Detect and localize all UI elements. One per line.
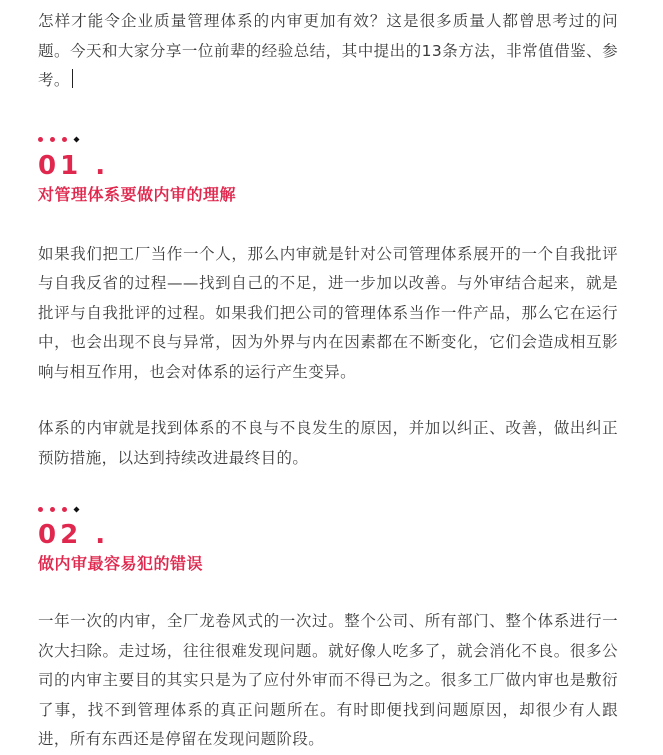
red-dot-icon [50, 507, 55, 512]
section-01 [38, 135, 618, 474]
intro-text: 怎样才能令企业质量管理体系的内审更加有效？这是很多质量人都曾思考过的问题。今天和大家分享一位前辈的经验总结，其中提出的13条方法，非常值借鉴、参考。 [38, 12, 618, 89]
text-cursor [72, 69, 73, 88]
section-02 [38, 504, 618, 755]
section-heading: 对管理体系要做内审的理解 [38, 184, 237, 204]
red-dot-icon [50, 137, 55, 142]
red-dot-icon [38, 507, 43, 512]
section-number: 01 . [38, 150, 110, 181]
intro-paragraph [38, 7, 618, 96]
black-diamond-icon [74, 507, 79, 512]
section-paragraph: 如果我们把工厂当作一个人，那么内审就是针对公司管理体系展开的一个自我批评与自我反省的过程——找到自己的不足，进一步加以改善。与外审结合起来，就是批评与自我批评的过程。如果我们把公司的管理体系当作一件产品，那么它在运行中，也会出现不良与异常，因为外界与内在因素都在不断变化，它们会造成相互影响与相互作用，也会对体系的运行产生变异。 [38, 244, 618, 381]
article [38, 0, 618, 755]
red-dot-icon [62, 507, 67, 512]
section-marker-icon [38, 135, 618, 145]
section-heading: 做内审最容易犯的错误 [38, 554, 204, 573]
section-number: 02 . [38, 520, 110, 550]
section-paragraph: 体系的内审就是找到体系的不良与不良发生的原因，并加以纠正、改善，做出纠正预防措施，以达到持续改进最终目的。 [38, 419, 618, 467]
red-dot-icon [62, 137, 67, 142]
black-diamond-icon [74, 137, 79, 142]
red-dot-icon [38, 137, 43, 142]
section-paragraph: 一年一次的内审，全厂龙卷风式的一次过。整个公司、所有部门、整个体系进行一次大扫除。走过场，往往很难发现问题。就好像人吃多了，就会消化不良。很多公司的内审主要目的其实只是为了应付外审而不得已为之。很多工厂做内审也是敷衍了事，找不到管理体系的真正问题所在。有时即便找到问题原因，却很少有人跟进，所有东西还是停留在发现问题阶段。 [38, 612, 618, 748]
section-marker-icon [38, 504, 618, 514]
